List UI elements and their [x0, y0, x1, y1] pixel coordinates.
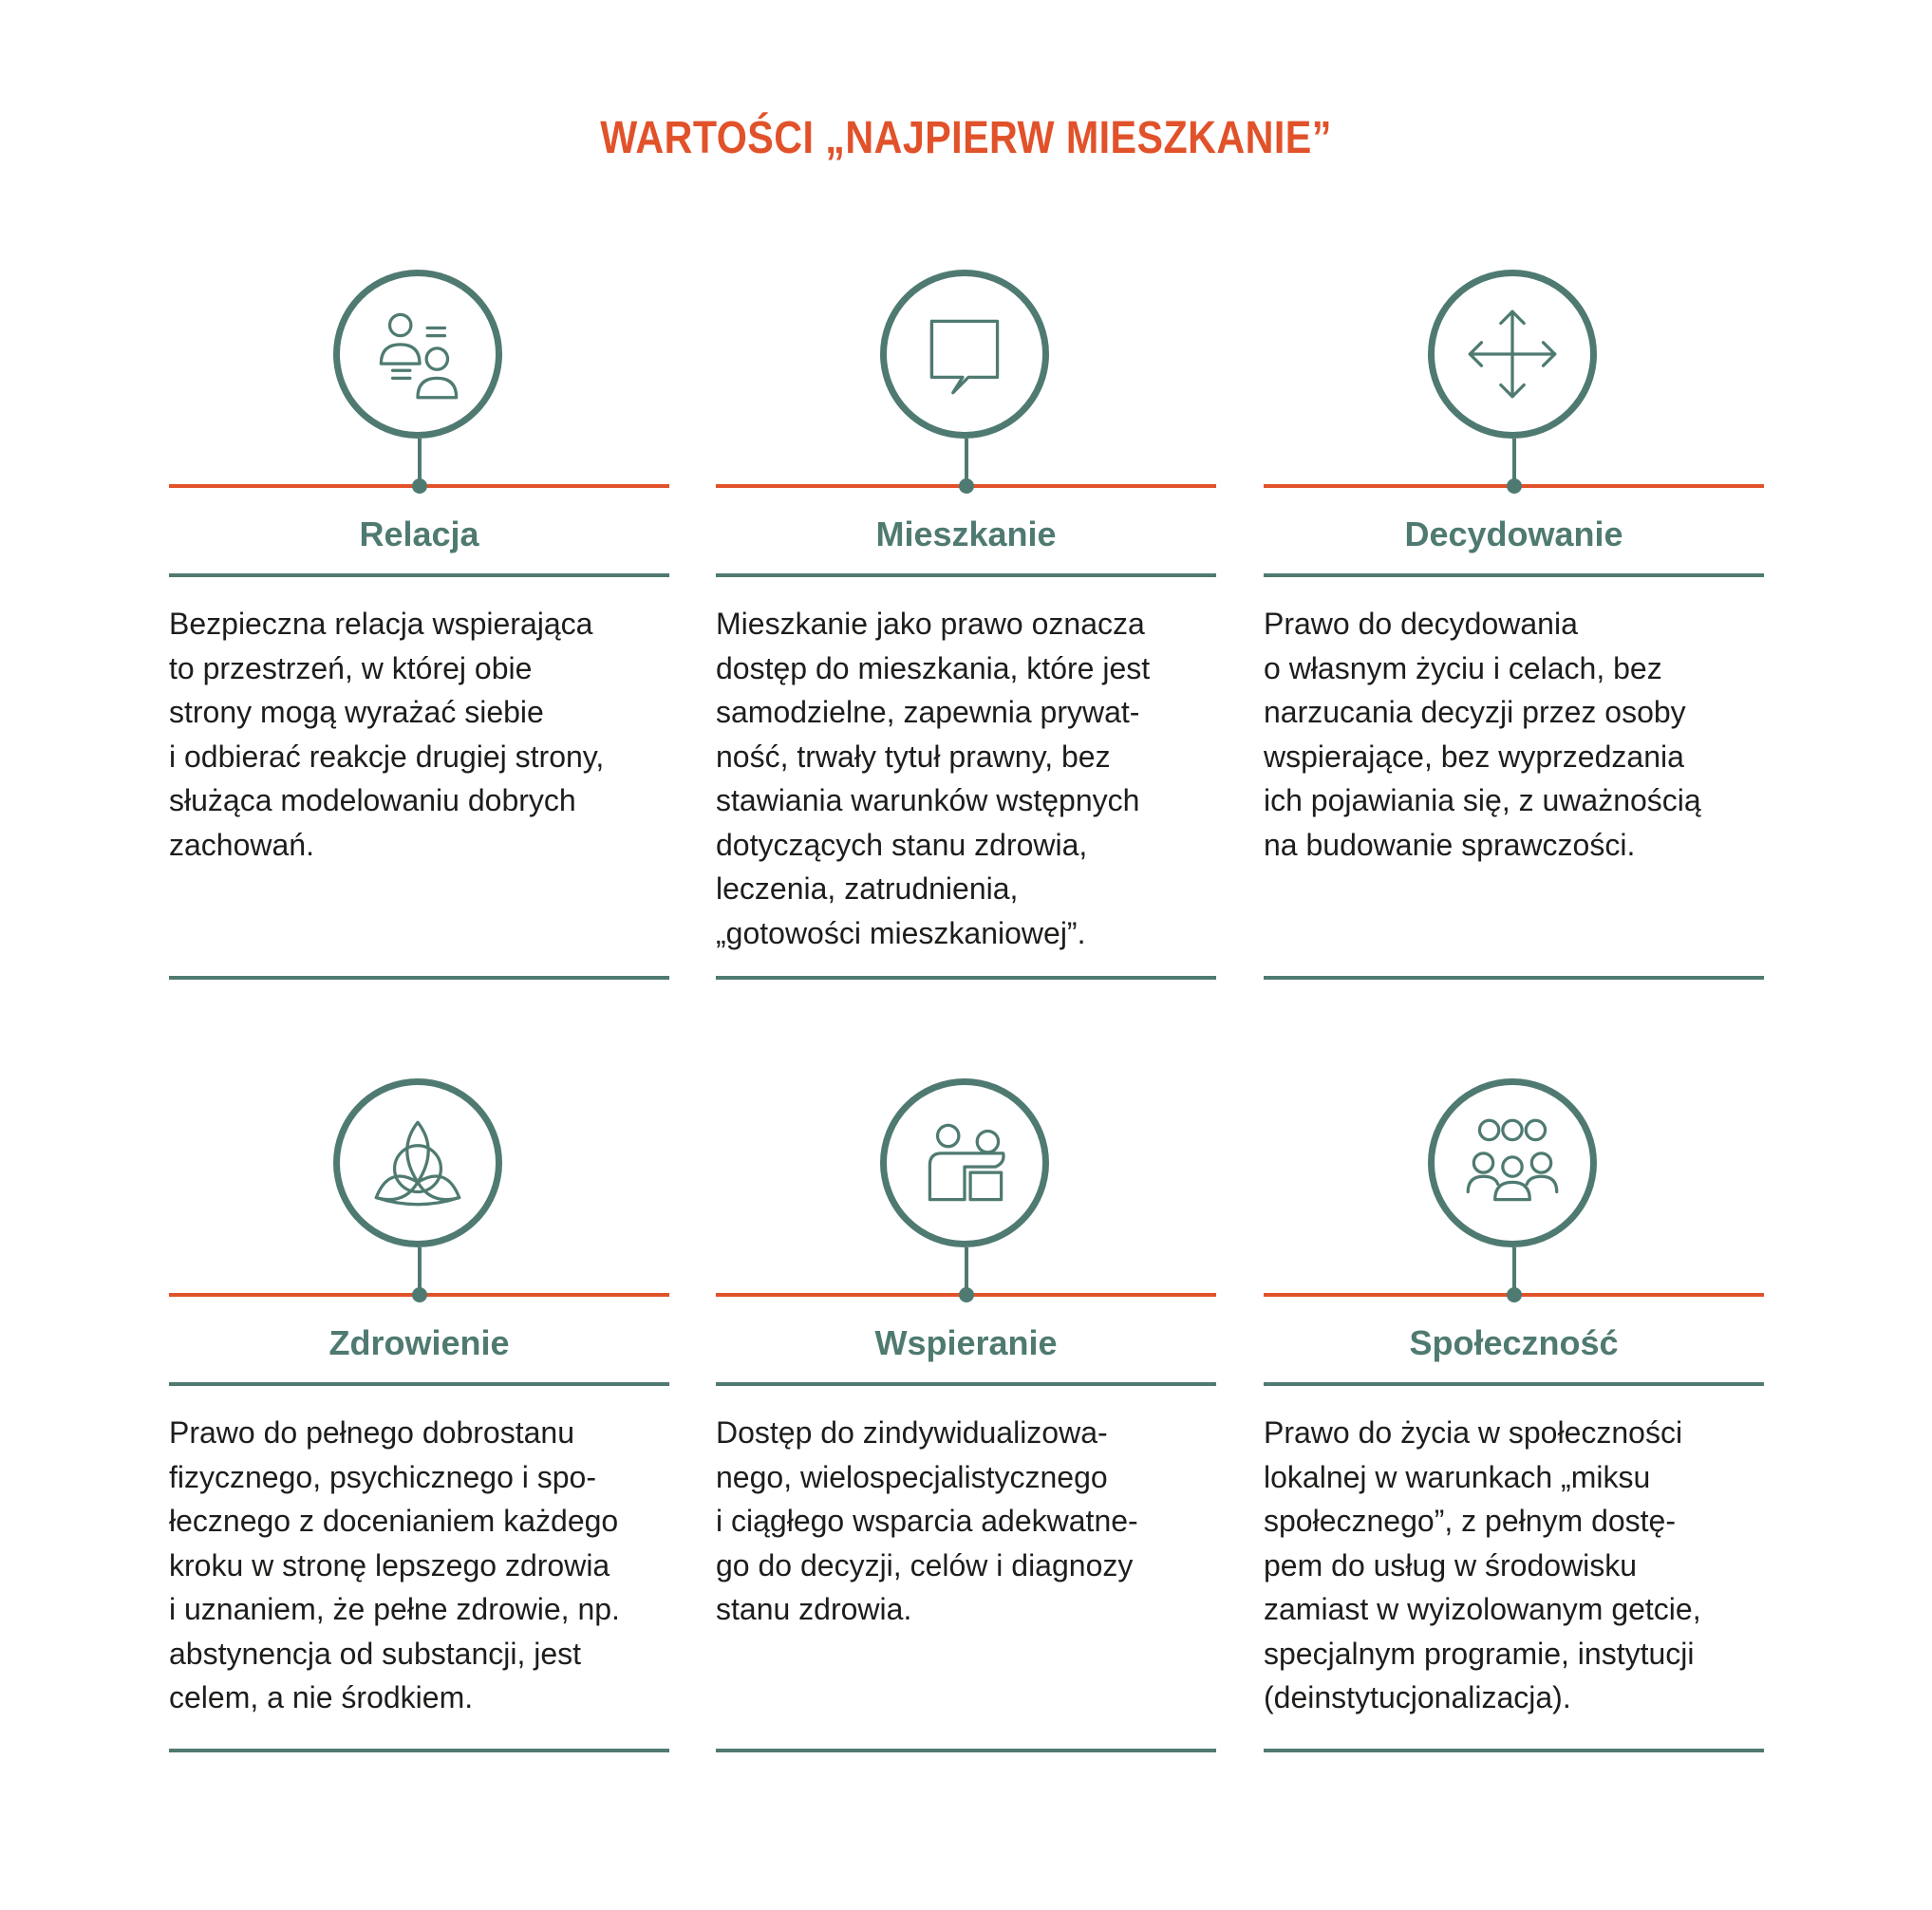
connector-dot [1507, 478, 1522, 494]
card-description: Prawo do pełnego dobrostanu fizycznego, psychicznego i spo- łecznego z docenianiem każdego kroku w stronę lepszego zdrowia i uznaniem, że pełne zdrowie, np. abstynencja od substancji, jest celem, a nie środkiem. [169, 1415, 620, 1714]
card-title: Relacja [359, 515, 479, 553]
card-title: Społeczność [1409, 1323, 1619, 1362]
card-title: Zdrowienie [328, 1323, 510, 1362]
card-bottom-divider [169, 1749, 669, 1752]
card-bottom-divider [1264, 976, 1764, 980]
icon-circle [1428, 270, 1597, 439]
card-title: Decydowanie [1404, 515, 1623, 553]
card-description: Prawo do decydowania o własnym życiu i celach, bez narzucania decyzji przez osoby wspierające, bez wyprzedzania ich pojawiania się, z uważnością na budowanie sprawczości. [1264, 607, 1701, 862]
card-description: Dostęp do zindywidualizowa- nego, wielospecjalistycznego i ciągłego wsparcia adekwatne- go do decyzji, celów i diagnozy stanu zdrowia. [716, 1415, 1138, 1626]
community-group-icon [1454, 1105, 1570, 1221]
card-bottom-divider [169, 976, 669, 980]
card-bottom-divider [1264, 1749, 1764, 1752]
connector-stem [1512, 439, 1516, 482]
card-title: Mieszkanie [875, 515, 1057, 553]
connector-stem [965, 439, 968, 482]
card-title: Wspieranie [874, 1323, 1058, 1362]
connector-dot [412, 478, 427, 494]
icon-circle [880, 1078, 1049, 1247]
icon-circle [1428, 1078, 1597, 1247]
card-description: Mieszkanie jako prawo oznacza dostęp do mieszkania, które jest samodzielne, zapewnia prywat- ność, trwały tytuł prawny, bez stawiania warunków wstępnych dotyczących stanu zdrowia, leczenia, zatrudnienia, „gotowości mieszkaniowej”. [716, 607, 1151, 950]
title-divider [716, 573, 1216, 577]
connector-stem [1512, 1247, 1516, 1291]
connector-stem [965, 1247, 968, 1291]
title-divider [1264, 1382, 1764, 1386]
title-divider [1264, 573, 1764, 577]
connector-dot [1507, 1287, 1522, 1302]
icon-circle [880, 270, 1049, 439]
supporting-arm-icon [907, 1105, 1022, 1221]
page-title: WARTOŚCI „NAJPIERW MIESZKANIE” [600, 113, 1332, 163]
speech-bubble-icon [907, 296, 1022, 412]
title-divider [169, 573, 669, 577]
card-bottom-divider [716, 976, 1216, 980]
connector-stem [418, 439, 422, 482]
connector-stem [418, 1247, 422, 1291]
connector-dot [412, 1287, 427, 1302]
four-way-arrows-icon [1454, 296, 1570, 412]
icon-circle [333, 1078, 502, 1247]
title-divider [169, 1382, 669, 1386]
triquetra-knot-icon [360, 1105, 476, 1221]
card-description: Bezpieczna relacja wspierająca to przestrzeń, w której obie strony mogą wyrażać siebie i odbierać reakcje drugiej strony, służąca modelowaniu dobrych zachowań. [169, 607, 605, 862]
connector-dot [959, 1287, 974, 1302]
card-bottom-divider [716, 1749, 1216, 1752]
connector-dot [959, 478, 974, 494]
icon-circle [333, 270, 502, 439]
two-people-dialogue-icon [360, 296, 476, 412]
card-description: Prawo do życia w społeczności lokalnej w warunkach „miksu społecznego”, z pełnym dostę- pem do usług w środowisku zamiast w wyizolowanym getcie, specjalnym programie, instytucji (deinstytucjonalizacja). [1264, 1415, 1701, 1714]
title-divider [716, 1382, 1216, 1386]
